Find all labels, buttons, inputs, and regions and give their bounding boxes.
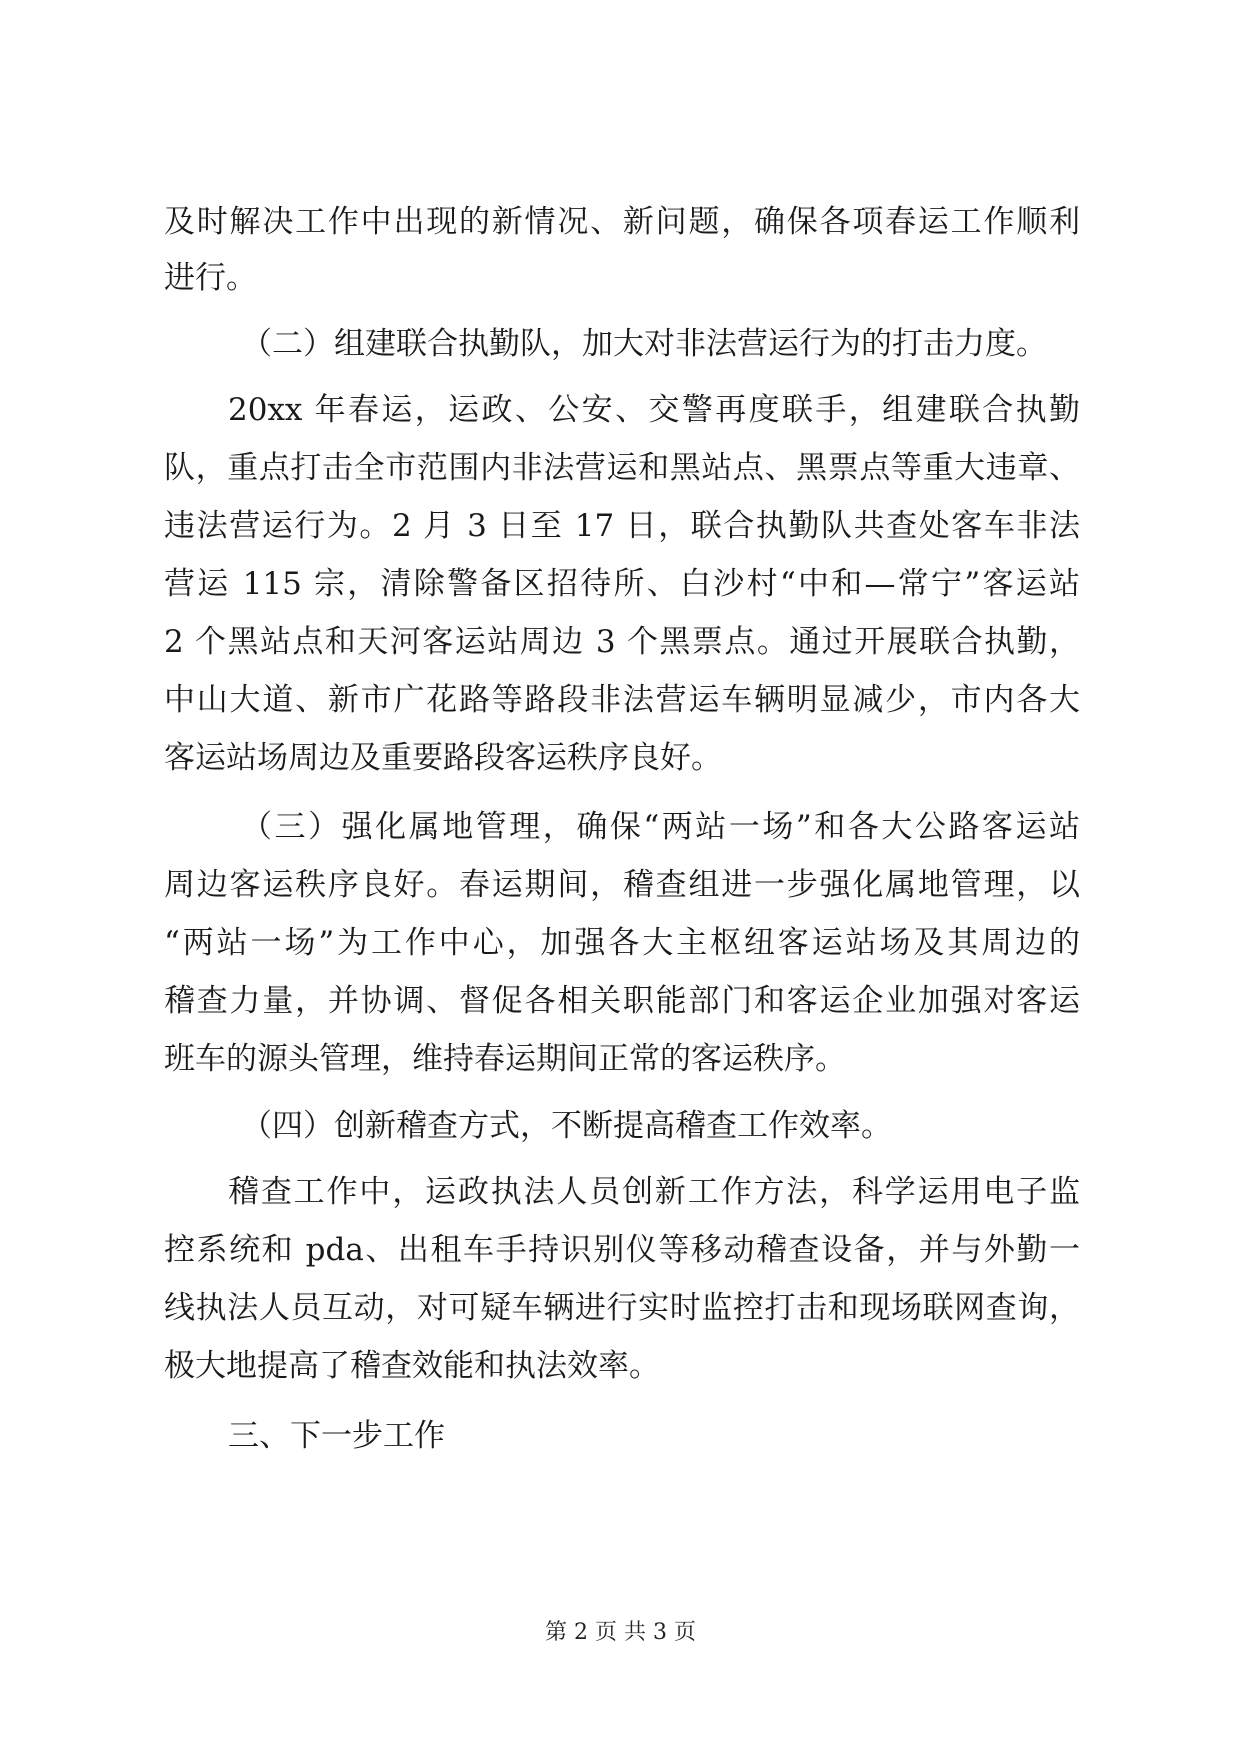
section-heading: （三）强化属地管理，确保“两站一场”和各大公路客运站 [241,809,1080,845]
paragraph-line: 班车的源头管理，维持春运期间正常的客运秩序。 [164,1041,846,1077]
section-heading: （二）组建联合执勤队，加大对非法营运行为的打击力度。 [241,326,1047,362]
paragraph-line: 20xx 年春运，运政、公安、交警再度联手，组建联合执勤 [228,392,1080,428]
paragraph-line: 2 个黑站点和天河客运站周边 3 个黑票点。通过开展联合执勤， [164,624,1080,660]
paragraph-line: 客运站场周边及重要路段客运秩序良好。 [164,740,722,776]
paragraph-line: 极大地提高了稽查效能和执法效率。 [164,1348,660,1384]
paragraph-line: 稽查工作中，运政执法人员创新工作方法，科学运用电子监 [228,1174,1080,1210]
paragraph-line: 进行。 [164,260,257,296]
page-number-footer: 第 2 页 共 3 页 [545,1620,696,1645]
section-heading: 三、下一步工作 [228,1418,445,1454]
paragraph-line: “两站一场”为工作中心，加强各大主枢纽客运站场及其周边的 [164,925,1080,961]
paragraph-line: 稽查力量，并协调、督促各相关职能部门和客运企业加强对客运 [164,983,1080,1019]
section-heading: （四）创新稽查方式，不断提高稽查工作效率。 [241,1108,892,1144]
paragraph-line: 营运 115 宗，清除警备区招待所、白沙村“中和—常宁”客运站 [164,566,1080,602]
paragraph-line: 控系统和 pda、出租车手持识别仪等移动稽查设备，并与外勤一 [164,1232,1080,1268]
paragraph-line: 中山大道、新市广花路等路段非法营运车辆明显减少，市内各大 [164,682,1080,718]
paragraph-line: 违法营运行为。2 月 3 日至 17 日，联合执勤队共查处客车非法 [164,508,1080,544]
paragraph-line: 线执法人员互动，对可疑车辆进行实时监控打击和现场联网查询， [164,1290,1080,1326]
paragraph-line: 队，重点打击全市范围内非法营运和黑站点、黑票点等重大违章、 [164,450,1080,486]
paragraph-line: 周边客运秩序良好。春运期间，稽查组进一步强化属地管理，以 [164,867,1080,903]
paragraph-line: 及时解决工作中出现的新情况、新问题，确保各项春运工作顺利 [164,204,1080,240]
